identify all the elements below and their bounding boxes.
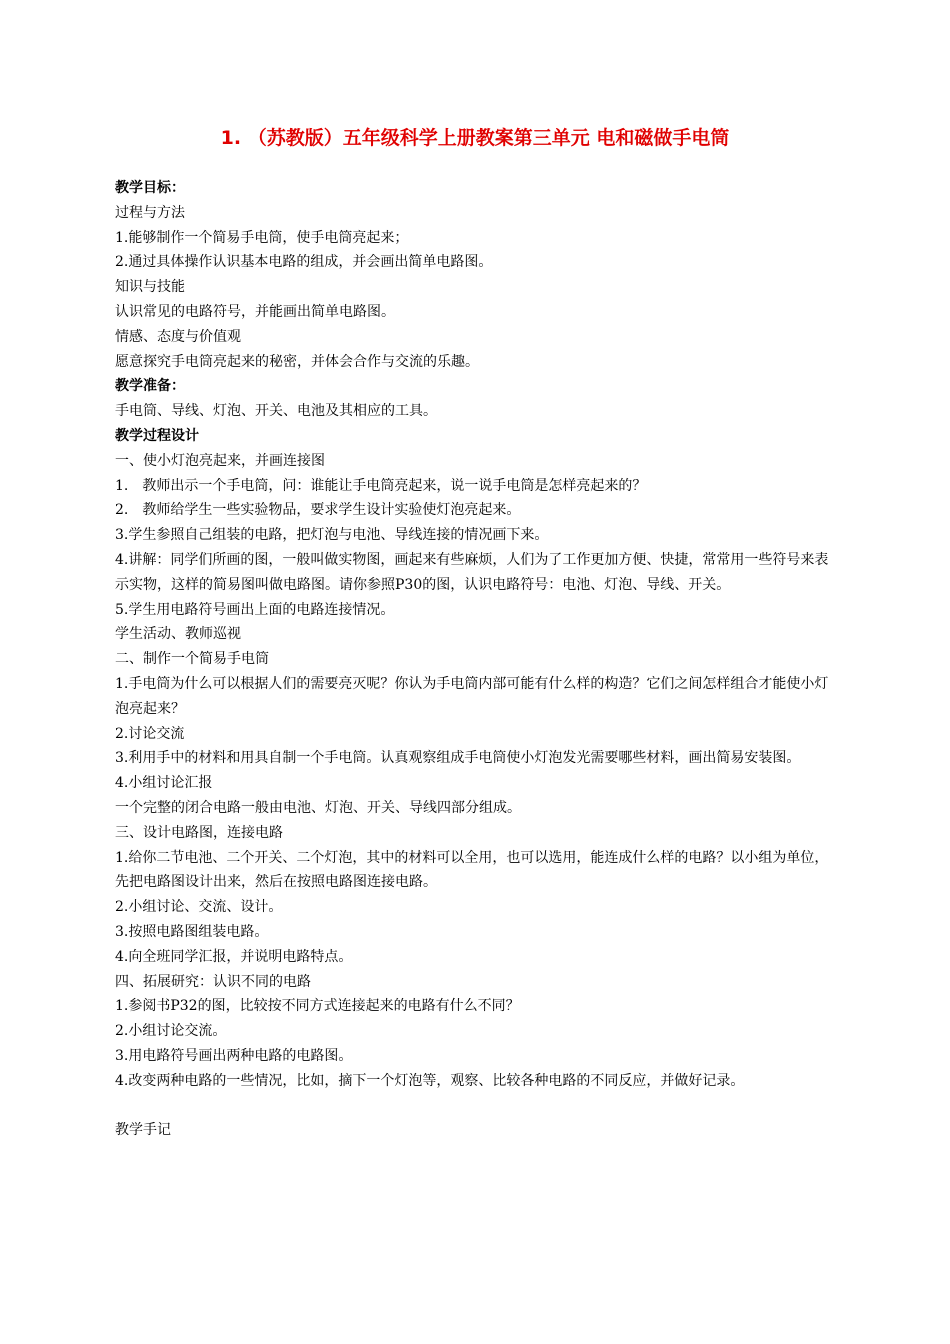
list-item: 1.能够制作一个简易手电筒，使手电筒亮起来；	[115, 229, 409, 246]
subheading-attitude-values: 情感、态度与价值观	[115, 328, 241, 345]
section-heading-objectives: 教学目标：	[115, 180, 185, 196]
blank-line	[115, 1093, 837, 1118]
document-title: 1. （苏教版）五年级科学上册教案第三单元 电和磁做手电筒	[220, 127, 730, 149]
list-item: 3.学生参照自己组装的电路，把灯泡与电池、导线连接的情况画下来。	[115, 527, 549, 544]
teaching-notes-label: 教学手记	[115, 1122, 171, 1139]
step-heading-3: 三、设计电路图，连接电路	[115, 824, 283, 841]
list-item: 4.向全班同学汇报，并说明电路特点。	[115, 948, 353, 965]
document-body	[115, 176, 837, 1143]
section-heading-preparation: 教学准备：	[115, 378, 185, 395]
step-heading-1: 一、使小灯泡亮起来，并画连接图	[115, 452, 325, 469]
list-item: 2.通过具体操作认识基本电路的组成，并会画出简单电路图。	[115, 254, 493, 271]
paragraph: 手电筒、导线、灯泡、开关、电池及其相应的工具。	[115, 403, 437, 420]
list-item: 2.讨论交流	[115, 725, 185, 742]
list-item: 3.按照电路图组装电路。	[115, 923, 269, 940]
list-item: 1.手电筒为什么可以根据人们的需要亮灭呢？你认为手电筒内部可能有什么样的构造？它们之间怎样组合才能使小灯泡亮起来？	[115, 675, 829, 717]
list-item: 4.小组讨论汇报	[115, 775, 213, 792]
list-item: 1.给你二节电池、二个开关、二个灯泡，其中的材料可以全用，也可以选用，能连成什么样的电路？以小组为单位，先把电路图设计出来，然后在按照电路图连接电路。	[115, 849, 829, 891]
step-heading-2: 二、制作一个简易手电筒	[115, 651, 269, 668]
paragraph: 认识常见的电路符号，并能画出简单电路图。	[115, 303, 395, 320]
list-item: 4.改变两种电路的一些情况，比如，摘下一个灯泡等，观察、比较各种电路的不同反应，并做好记录。	[115, 1072, 745, 1089]
list-item: 4.讲解：同学们所画的图，一般叫做实物图，画起来有些麻烦，人们为了工作更加方便、快捷，常常用一些符号来表示实物，这样的简易图叫做电路图。请你参照P30的图，认识电路符号：电池、灯泡、导线、开关。	[115, 551, 829, 593]
list-item: 2. 教师给学生一些实验物品，要求学生设计实验使灯泡亮起来。	[115, 502, 521, 519]
list-item: 3.用电路符号画出两种电路的电路图。	[115, 1047, 353, 1064]
step-heading-4: 四、拓展研究：认识不同的电路	[115, 973, 311, 990]
list-item: 1.参阅书P32的图，比较按不同方式连接起来的电路有什么不同？	[115, 998, 520, 1015]
paragraph: 一个完整的闭合电路一般由电池、灯泡、开关、导线四部分组成。	[115, 799, 521, 816]
list-item: 2.小组讨论、交流、设计。	[115, 899, 283, 916]
paragraph: 学生活动、教师巡视	[115, 626, 241, 643]
list-item: 3.利用手中的材料和用具自制一个手电筒。认真观察组成手电筒使小灯泡发光需要哪些材料，画出简易安装图。	[115, 750, 801, 767]
list-item: 1. 教师出示一个手电筒，问：谁能让手电筒亮起来，说一说手电筒是怎样亮起来的？	[115, 477, 647, 494]
list-item: 2.小组讨论交流。	[115, 1023, 227, 1040]
section-heading-process-design: 教学过程设计	[115, 427, 199, 444]
subheading-knowledge-skills: 知识与技能	[115, 279, 185, 296]
subheading-process-method: 过程与方法	[115, 204, 185, 221]
list-item: 5.学生用电路符号画出上面的电路连接情况。	[115, 601, 395, 618]
paragraph: 愿意探究手电筒亮起来的秘密，并体会合作与交流的乐趣。	[115, 353, 479, 370]
